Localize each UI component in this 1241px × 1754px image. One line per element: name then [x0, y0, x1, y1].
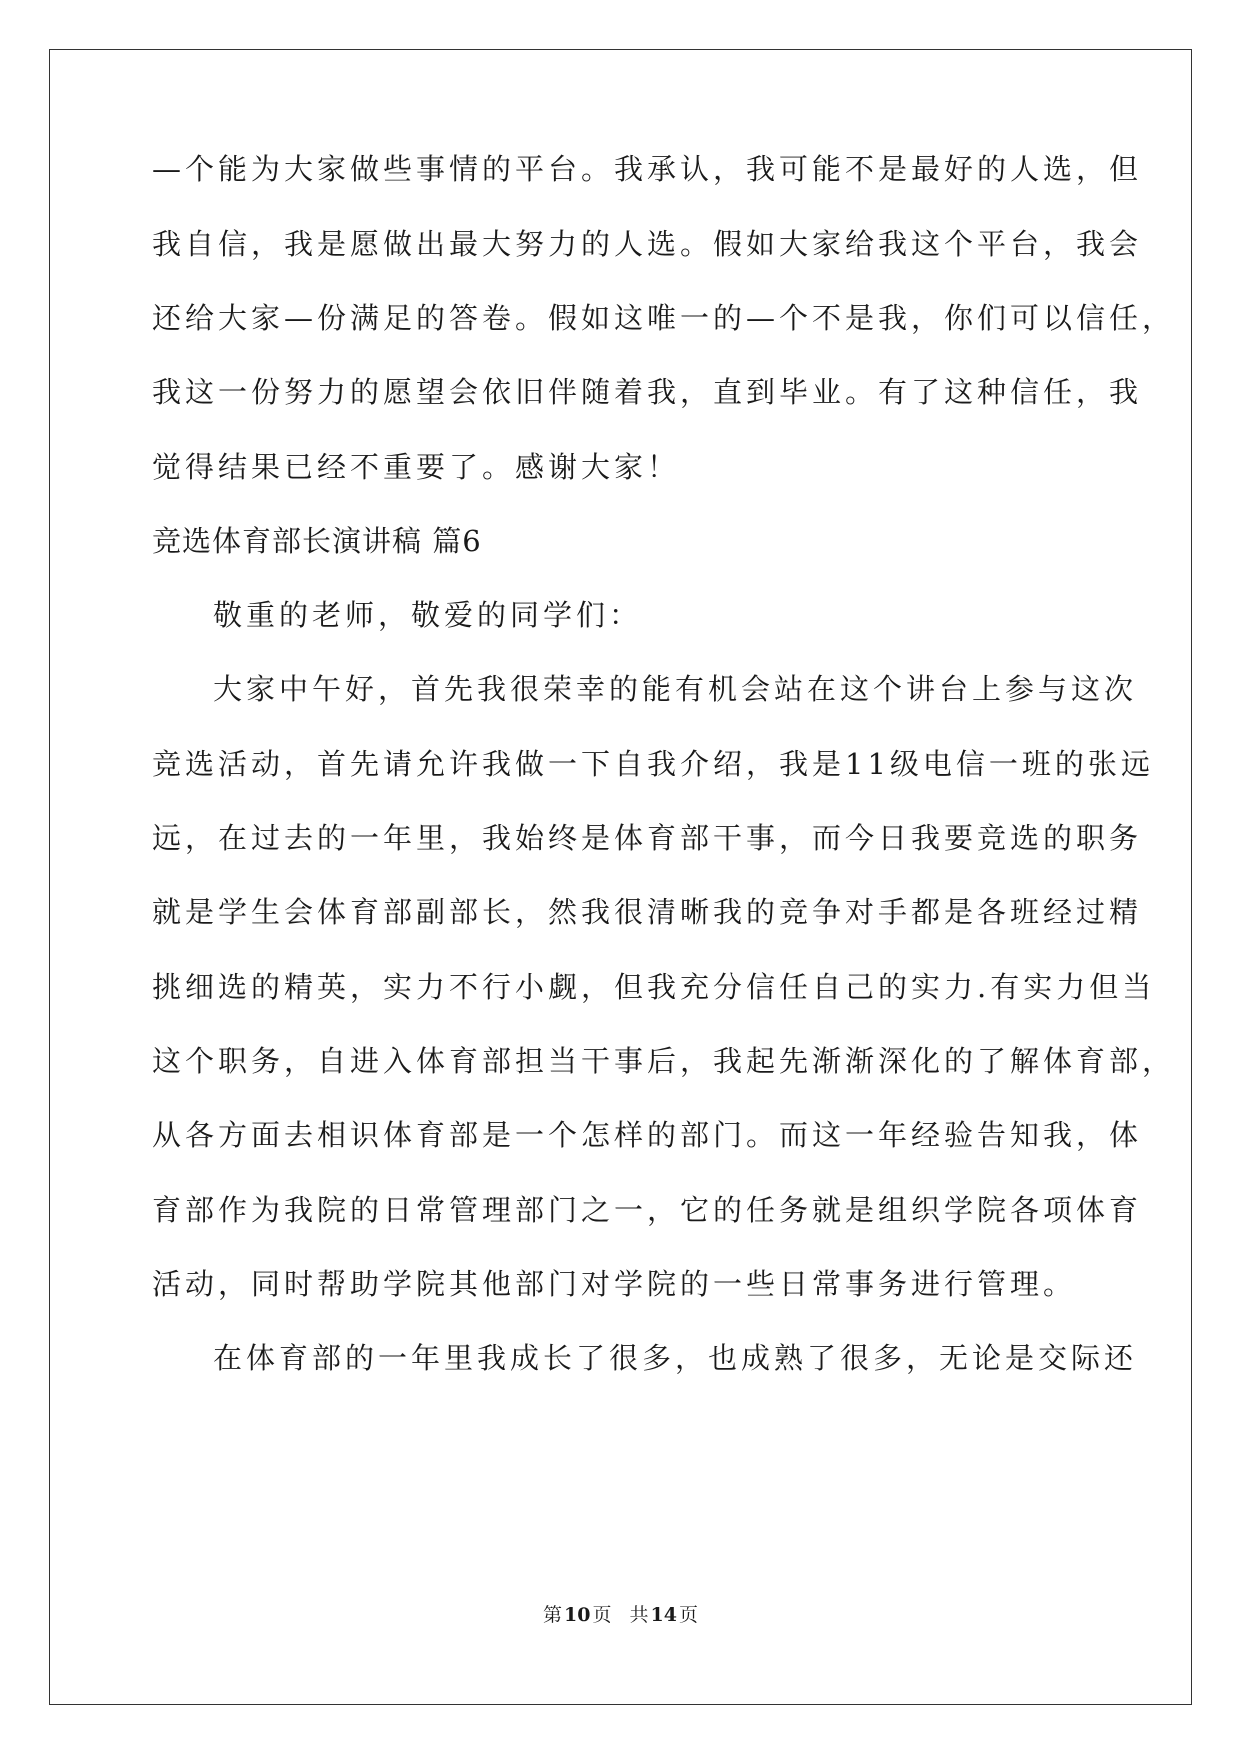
- body-line: 我这一份努力的愿望会依旧伴随着我，直到毕业。有了这种信任，我: [152, 375, 1143, 409]
- body-line: 还给大家—份满足的答卷。假如这唯一的—个不是我，你们可以信任，: [152, 301, 1176, 335]
- footer-page-current: 10: [564, 1604, 591, 1626]
- footer-total-suffix: 页: [678, 1604, 698, 1626]
- body-line: 觉得结果已经不重要了。感谢大家！: [152, 450, 681, 484]
- section-heading: 竞选体育部长演讲稿 篇6: [152, 524, 482, 558]
- footer-total-prefix: 共: [629, 1604, 649, 1626]
- footer-page-total: 14: [650, 1604, 677, 1626]
- paragraph-line: 就是学生会体育部副部长，然我很清晰我的竞争对手都是各班经过精: [152, 895, 1143, 929]
- body-line: 我自信，我是愿做出最大努力的人选。假如大家给我这个平台，我会: [152, 227, 1143, 261]
- salutation: 敬重的老师，敬爱的同学们：: [213, 598, 643, 632]
- paragraph-line: 这个职务，自进入体育部担当干事后，我起先渐渐深化的了解体育部，: [152, 1044, 1176, 1078]
- body-line: —个能为大家做些事情的平台。我承认，我可能不是最好的人选，但: [152, 152, 1143, 186]
- footer-page-suffix: 页: [592, 1604, 612, 1626]
- page-footer: [0, 1603, 1241, 1627]
- paragraph-line: 远，在过去的一年里，我始终是体育部干事，而今日我要竞选的职务: [152, 821, 1143, 855]
- paragraph-line: 大家中午好，首先我很荣幸的能有机会站在这个讲台上参与这次: [213, 672, 1138, 706]
- paragraph-line: 竞选活动，首先请允许我做一下自我介绍，我是11级电信一班的张远: [152, 747, 1154, 781]
- paragraph-line: 活动，同时帮助学院其他部门对学院的一些日常事务进行管理。: [152, 1267, 1077, 1301]
- paragraph-line: 在体育部的一年里我成长了很多，也成熟了很多，无论是交际还: [213, 1341, 1138, 1375]
- paragraph-line: 育部作为我院的日常管理部门之一，它的任务就是组织学院各项体育: [152, 1193, 1143, 1227]
- paragraph-line: 从各方面去相识体育部是一个怎样的部门。而这一年经验告知我，体: [152, 1118, 1143, 1152]
- paragraph-line: 挑细选的精英，实力不行小觑，但我充分信任自己的实力.有实力但当: [152, 970, 1156, 1004]
- footer-page-prefix: 第: [543, 1604, 563, 1626]
